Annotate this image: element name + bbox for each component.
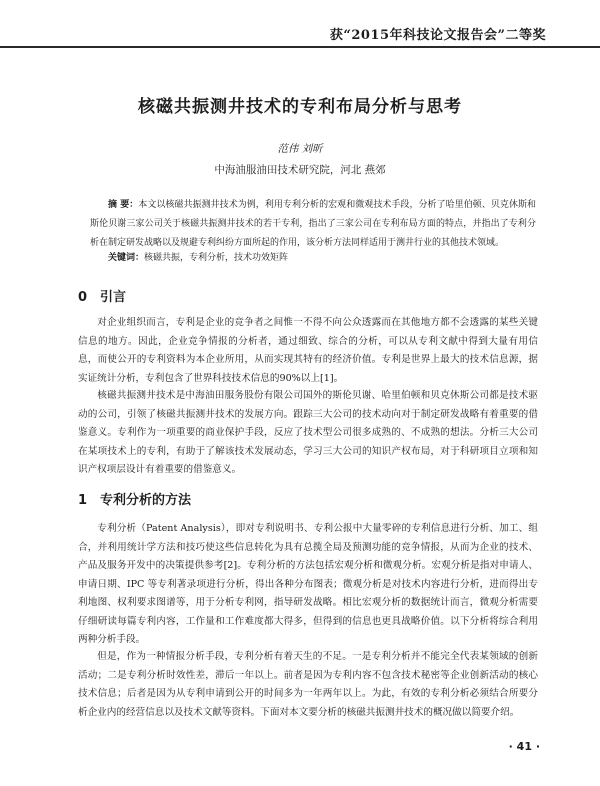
section-title: 专利分析的方法 [100,493,192,508]
keywords-label: 关键词： [108,253,145,263]
abstract-text: 本文以核磁共振测井技术为例，利用专利分析的宏观和微观技术手段，分析了哈里伯顿、贝克休斯和斯伦贝谢三家公司关于核磁共振测井技术的若干专利，指出了三家公司在专利布局方面的特点，并指出了专利分析在制定研发战略以及规避专利纠纷方面所起的作用，该分析方法同样适用于测井行业的其他技术领域。 [90,200,536,248]
section-heading-patent-analysis-method [78,489,191,508]
paragraph: 专利分析（Patent Analysis），即对专利说明书、专利公报中大量零碎的专利信息进行分析、加工、组合，并利用统计学方法和技巧使这些信息转化为具有总揽全局及预测功能的竞争情报，从而为企业的技术、产品及服务开发中的决策提供参考[2]。专利分析的方法包括宏观分析和微观分析。宏观分析是指对申请人、申请日期、IPC 等专利著录项进行分析，得出各种分布图表；微观分析是对技术内容进行分析，进而得出专利地图、权利要求图谱等，用于分析专利网，指导研发战略。相比宏观分析的数据统计而言，微观分析需要仔细研读每篇专利内容，工作量和工作难度都大得多，但得到的信息也更具战略价值。以下分析将综合利用两种分析手段。 [78,523,538,645]
section-number: 0 [78,290,88,305]
abstract-label: 摘 要： [108,200,139,210]
abstract [90,196,536,253]
page-number: · 41 · [508,740,540,753]
article-affiliation: 中海油服油田技术研究院，河北 燕郊 [214,164,386,176]
paragraph: 对企业组织而言，专利是企业的竞争者之间惟一不得不向公众透露而在其他地方都不会透露的某些关键信息的地方。因此，企业竞争情报的分析者，通过细致、综合的分析，可以从专利文献中得到大量有用信息，而使公开的专利资料为本企业所用，从而实现其特有的经济价值。专利是世界上最大的技术信息源，据实证统计分析，专利包含了世界科技技术信息的90%以上[1]。 [78,317,538,384]
keywords [90,251,536,265]
keywords-text: 核磁共振，专利分析，技术功效矩阵 [144,253,289,263]
running-header: 获“2015年科技论文报告会”二等奖 [329,28,546,43]
section-number: 1 [78,493,88,508]
article-authors: 范伟 刘昕 [277,143,323,155]
header-rule [0,46,600,48]
paragraph: 但是，作为一种情报分析手段，专利分析有着天生的不足。一是专利分析并不能完全代表某领域的创新活动；二是专利分析时效性差，滞后一年以上。前者是因为专利内容不包含技术秘密等企业创新活动的核心技术信息；后者是因为从专利申请到公开的时间多为一年两年以上。为此，有效的专利分析必须结合所要分析企业内的经营信息以及技术文献等资料。下面对本文要分析的核磁共振测井技术的概况做以简要介绍。 [78,651,538,718]
article-title: 核磁共振测井技术的专利布局分析与思考 [138,97,462,117]
paragraph: 核磁共振测井技术是中海油田服务股份有限公司国外的斯伦贝谢、哈里伯顿和贝克休斯公司都是技术驱动的公司，引领了核磁共振测井技术的发展方向。跟踪三大公司的技术动向对于制定研发战略有着重要的借鉴意义。专利作为一项重要的商业保护手段，反应了技术型公司很多成熟的、不成熟的想法。分析三大公司在某项技术上的专利，有助于了解该技术发展动态，学习三大公司的知识产权布局，对于科研项目立项和知识产权项层设计有着重要的借鉴意义。 [78,390,538,475]
section-heading-introduction [78,286,126,305]
section-title: 引言 [100,290,127,305]
